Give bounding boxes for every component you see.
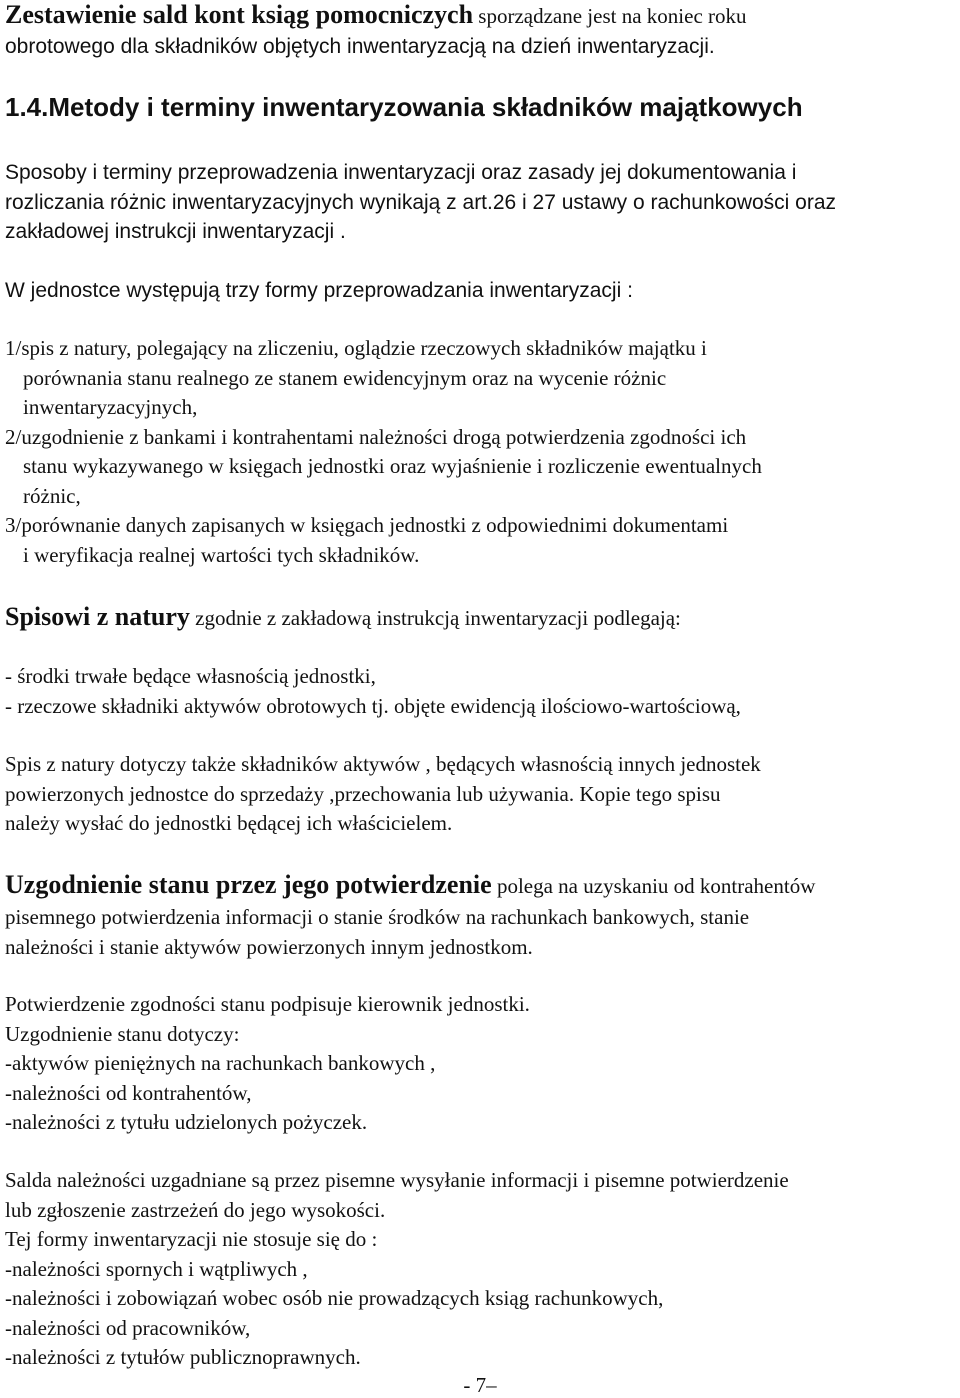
methods-paragraph: [5, 158, 957, 247]
methods-line-part: 26 i 27 ustawy o rachunkowości oraz: [492, 190, 837, 214]
salda-line: Tej formy inwentaryzacji nie stosuje się do :: [5, 1227, 378, 1251]
uzgodnienie-line: należności i stanie aktywów powierzonych innym jednostkom.: [5, 934, 533, 959]
form-item-3-cont: i weryfikacja realnej wartości tych składników.: [23, 542, 420, 567]
spis-para-line: należy wysłać do jednostki będącej ich właścicielem.: [5, 811, 453, 835]
uzgodnienie-line: [5, 868, 957, 903]
intro-lead-rest: sporządzane jest na koniec roku: [473, 4, 747, 28]
intro-line-1: [5, 0, 957, 32]
form-item-1-cont: inwentaryzacyjnych,: [23, 395, 198, 419]
potwierdzenie-block: [5, 990, 957, 1138]
intro-line-2: obrotowego dla składników objętych inwentaryzacją na dzień inwentaryzacji.: [5, 34, 715, 58]
potwierdzenie-line: Potwierdzenie zgodności stanu podpisuje kierownik jednostki.: [5, 992, 530, 1016]
uzgodnienie-paragraph: [5, 868, 957, 962]
form-item-2-cont: stanu wykazywanego w księgach jednostki oraz wyjaśnienie i rozliczenie ewentualnych: [23, 454, 762, 478]
spis-para-line: Spis z natury dotyczy także składników aktywów , będących własnością innych jednostek: [5, 752, 761, 776]
salda-line: -należności i zobowiązań wobec osób nie prowadzących ksiąg rachunkowych,: [5, 1286, 664, 1310]
salda-line: -należności spornych i wątpliwych ,: [5, 1256, 308, 1281]
potwierdzenie-line: -należności z tytułu udzielonych pożyczek.: [5, 1110, 368, 1134]
methods-line-part: rozliczania różnic inwentaryzacyjnych wynikają z art.: [5, 190, 493, 214]
form-item-1: 1/spis z natury, polegający na zliczeniu, oglądzie rzeczowych składników majątku i: [5, 336, 707, 360]
methods-line: [5, 188, 957, 218]
methods-line: Sposoby i terminy przeprowadzenia inwentaryzacji oraz zasady jej dokumentowania i: [5, 161, 797, 184]
spis-heading-line: [5, 600, 957, 635]
spis-paragraph: [5, 750, 957, 839]
spis-item: - rzeczowe składniki aktywów obrotowych tj. objęte ewidencją ilościowo-wartościową,: [5, 693, 741, 718]
intro-lead-bold: Zestawienie sald kont ksiąg pomocniczych: [5, 0, 474, 29]
uzgodnienie-line: pisemnego potwierdzenia informacji o stanie środków na rachunkach bankowych, stanie: [5, 905, 750, 929]
uzgodnienie-heading-bold: Uzgodnienie stanu przez jego potwierdzenie: [5, 870, 492, 899]
spis-heading-rest: zgodnie z zakładową instrukcją inwentaryzacji podlegają:: [189, 606, 681, 630]
potwierdzenie-line: Uzgodnienie stanu dotyczy:: [5, 1021, 240, 1046]
spis-item: - środki trwałe będące własnością jednostki,: [5, 664, 376, 688]
form-item-1-cont: porównania stanu realnego ze stanem ewidencyjnym oraz na wycenie różnic: [23, 365, 667, 390]
potwierdzenie-line: -należności od kontrahentów,: [5, 1080, 252, 1105]
spis-heading-bold: Spisowi z natury: [5, 602, 190, 631]
spis-para-line: powierzonych jednostce do sprzedaży ,przechowania lub używania. Kopie tego spisu: [5, 781, 721, 806]
section-heading: 1.4.Metody i terminy inwentaryzowania składników majątkowych: [5, 92, 803, 122]
uzgodnienie-heading-rest: polega na uzyskaniu od kontrahentów: [491, 874, 816, 898]
form-item-3: 3/porównanie danych zapisanych w księgach jednostki z odpowiednimi dokumentami: [5, 513, 729, 537]
intro-paragraph: [5, 0, 957, 61]
salda-line: -należności od pracowników,: [5, 1315, 251, 1340]
forms-list: [5, 334, 957, 570]
salda-line: -należności z tytułów publicznoprawnych.: [5, 1345, 361, 1369]
salda-line: lub zgłoszenie zastrzeżeń do jego wysokości.: [5, 1197, 386, 1222]
forms-intro: W jednostce występują trzy formy przeprowadzania inwentaryzacji :: [5, 279, 633, 302]
form-item-2-cont: różnic,: [23, 483, 81, 508]
salda-line: Salda należności uzgadniane są przez pisemne wysyłanie informacji i pisemne potwierdzenie: [5, 1168, 789, 1192]
form-item-2: 2/uzgodnienie z bankami i kontrahentami należności drogą potwierdzenia zgodności ich: [5, 424, 747, 449]
page-number: - 7–: [463, 1373, 497, 1397]
methods-line: zakładowej instrukcji inwentaryzacji .: [5, 220, 346, 243]
potwierdzenie-line: -aktywów pieniężnych na rachunkach bankowych ,: [5, 1051, 436, 1075]
spis-items: [5, 662, 957, 721]
salda-block: [5, 1166, 957, 1373]
